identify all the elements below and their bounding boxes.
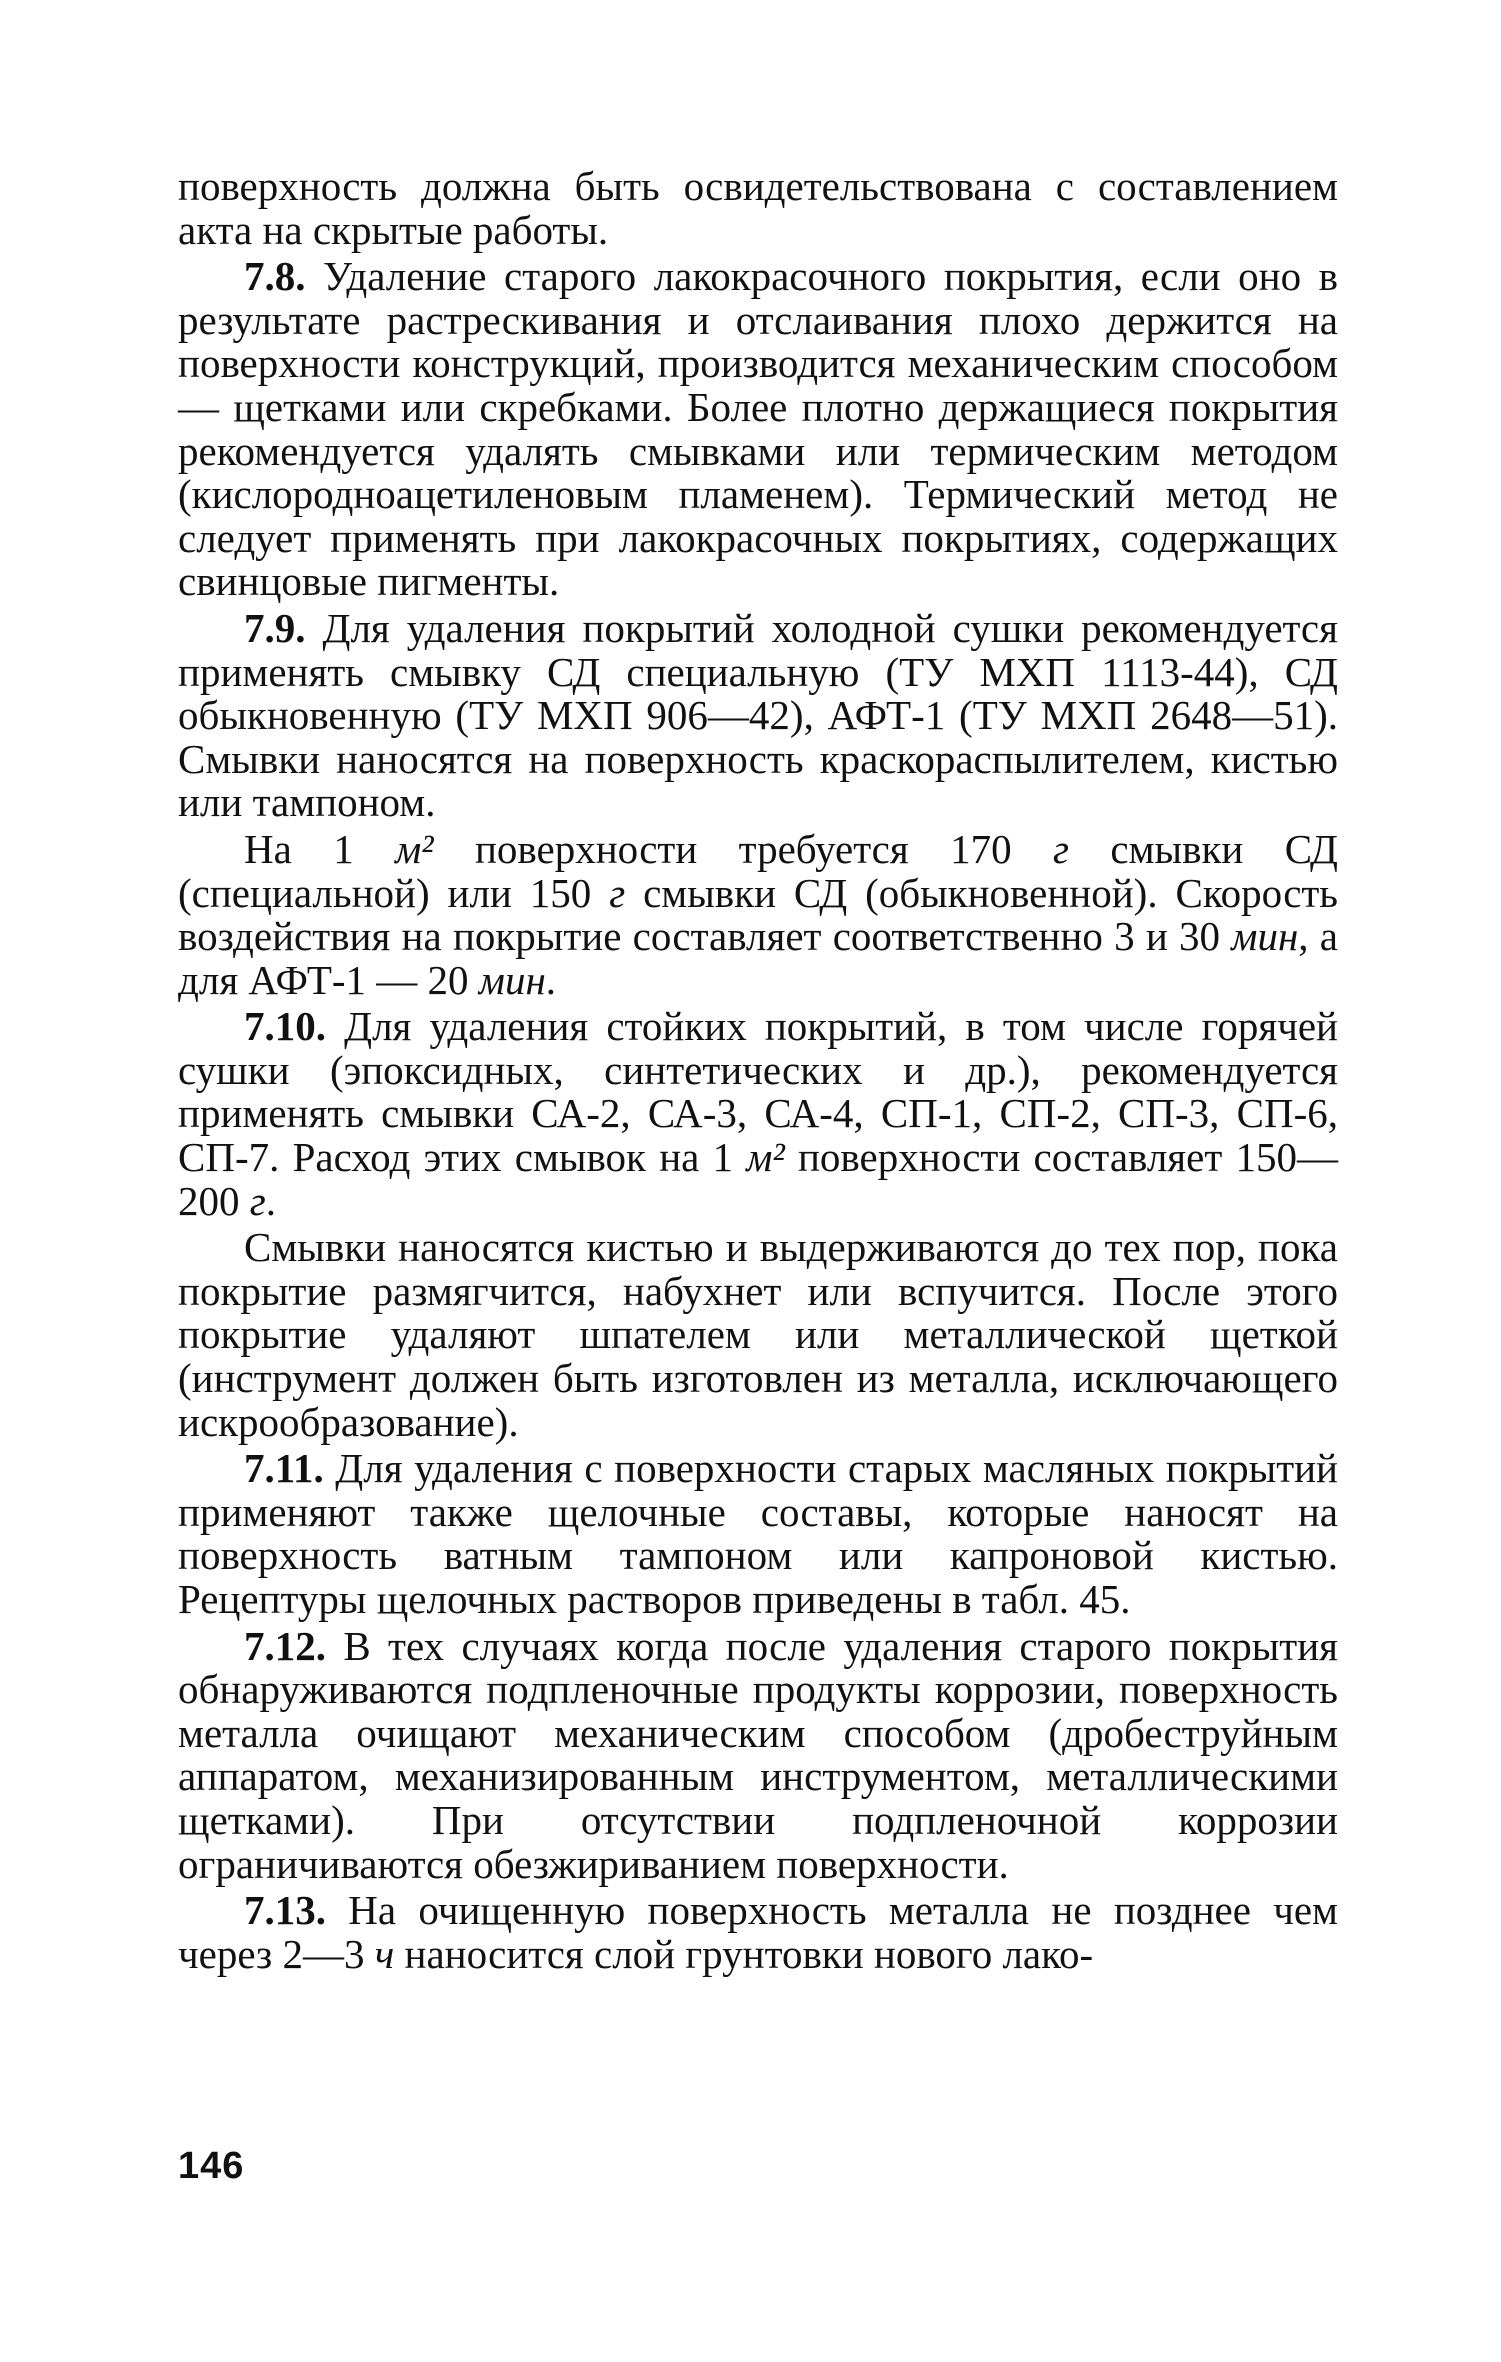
paragraph-text: Для удаления с поверхности старых масляных покрытий применяют также щелочные составы, которые наносят на поверхность ватным тампоном или капроновой кистью. Рецептуры щелочных растворов приведены в табл. 45. bbox=[178, 1445, 1338, 1622]
paragraph-7-11 bbox=[178, 1447, 1338, 1621]
paragraph-7-13 bbox=[178, 1889, 1338, 1976]
paragraph-text: Смывки наносятся кистью и выдерживаются до тех пор, пока покрытие размягчится, набухнет или вспучится. После этого покрытие удаляют шпателем или металлической щеткой (инструмент должен быть изготовлен из металла, исключающего искрообразование). bbox=[178, 1224, 1338, 1445]
paragraph-text: В тех случаях когда после удаления старого покрытия обнаруживаются подпленочные продукты коррозии, поверхность металла очищают механическим способом (дробеструйным аппаратом, механизированным инструментом, металлическими щетками). При отсутствии подпленочной коррозии ограничиваются обезжириванием поверхности. bbox=[178, 1622, 1338, 1887]
paragraph-consumption bbox=[178, 825, 1339, 1003]
unit-g: г bbox=[609, 869, 626, 916]
clause-number: 7.9. bbox=[244, 604, 306, 651]
paragraph-7-12 bbox=[178, 1622, 1338, 1887]
unit-m2: м² bbox=[395, 825, 434, 872]
unit-m2: м² bbox=[746, 1134, 785, 1181]
unit-g: г bbox=[249, 1177, 266, 1224]
page-number: 146 bbox=[178, 2145, 245, 2187]
paragraph-7-8 bbox=[178, 255, 1338, 604]
paragraph-text: поверхность должна быть освидетельствована с составлением акта на скрытые работы. bbox=[178, 163, 1338, 253]
clause-number: 7.10. bbox=[244, 1003, 326, 1050]
paragraph-7-9 bbox=[178, 604, 1338, 826]
text-run: На очищенную поверхность металла не позднее чем через 2—3 bbox=[178, 1887, 1338, 1977]
unit-min: мин bbox=[1231, 913, 1299, 960]
page-body bbox=[178, 165, 1338, 1976]
paragraph-application bbox=[178, 1226, 1338, 1444]
text-run: На 1 bbox=[244, 825, 396, 872]
text-run: поверхности требуется 170 bbox=[433, 825, 1054, 872]
clause-number: 7.12. bbox=[244, 1622, 326, 1669]
clause-number: 7.8. bbox=[244, 253, 306, 300]
text-run: наносится слой грунтовки нового лако- bbox=[394, 1930, 1094, 1977]
unit-min: мин bbox=[478, 956, 546, 1003]
unit-h: ч bbox=[374, 1930, 395, 1977]
paragraph-7-10 bbox=[178, 1005, 1338, 1223]
unit-g: г bbox=[1053, 825, 1070, 872]
paragraph-continuation bbox=[178, 165, 1338, 252]
text-run: , а для АФТ-1 — 20 bbox=[178, 913, 1338, 1003]
text-run: . bbox=[265, 1177, 276, 1224]
clause-number: 7.11. bbox=[244, 1445, 324, 1492]
paragraph-text: Для удаления покрытий холодной сушки рекомендуется применять смывку СД специальную (ТУ МХП 1113-44), СД обыкновенную (ТУ МХП 906—42), АФТ-1 (ТУ МХП 2648—51). Смывки наносятся на поверхность краскораспылителем, кистью или тампоном. bbox=[178, 604, 1338, 826]
text-run: Для удаления стойких покрытий, в том числе горячей сушки (эпоксидных, синтетических и др.), рекомендуется применять смывки СА-2, СА-3, СА-4, СП-1, СП-2, СП-3, СП-6, СП-7. Расход этих смывок на 1 bbox=[178, 1003, 1338, 1181]
text-run: смывки СД (обыкновенной). Скорость воздействия на покрытие составляет соответственно 3 и 30 bbox=[178, 869, 1339, 960]
clause-number: 7.13. bbox=[244, 1887, 326, 1934]
text-run: поверхности составляет 150—200 bbox=[178, 1134, 1339, 1224]
paragraph-text: Удаление старого лакокрасочного покрытия, если оно в результате растрескивания и отслаивания плохо держится на поверхности конструкций, производится механическим способом — щетками или скребками. Более плотно держащиеся покрытия рекомендуется удалять смывками или термическим методом (кислородноацетиленовым пламенем). Термический метод не следует применять при лакокрасочных покрытиях, содержащих свинцовые пигменты. bbox=[178, 253, 1338, 605]
text-run: . bbox=[545, 956, 557, 1003]
text-run: смывки СД (специальной) или 150 bbox=[178, 825, 1338, 916]
